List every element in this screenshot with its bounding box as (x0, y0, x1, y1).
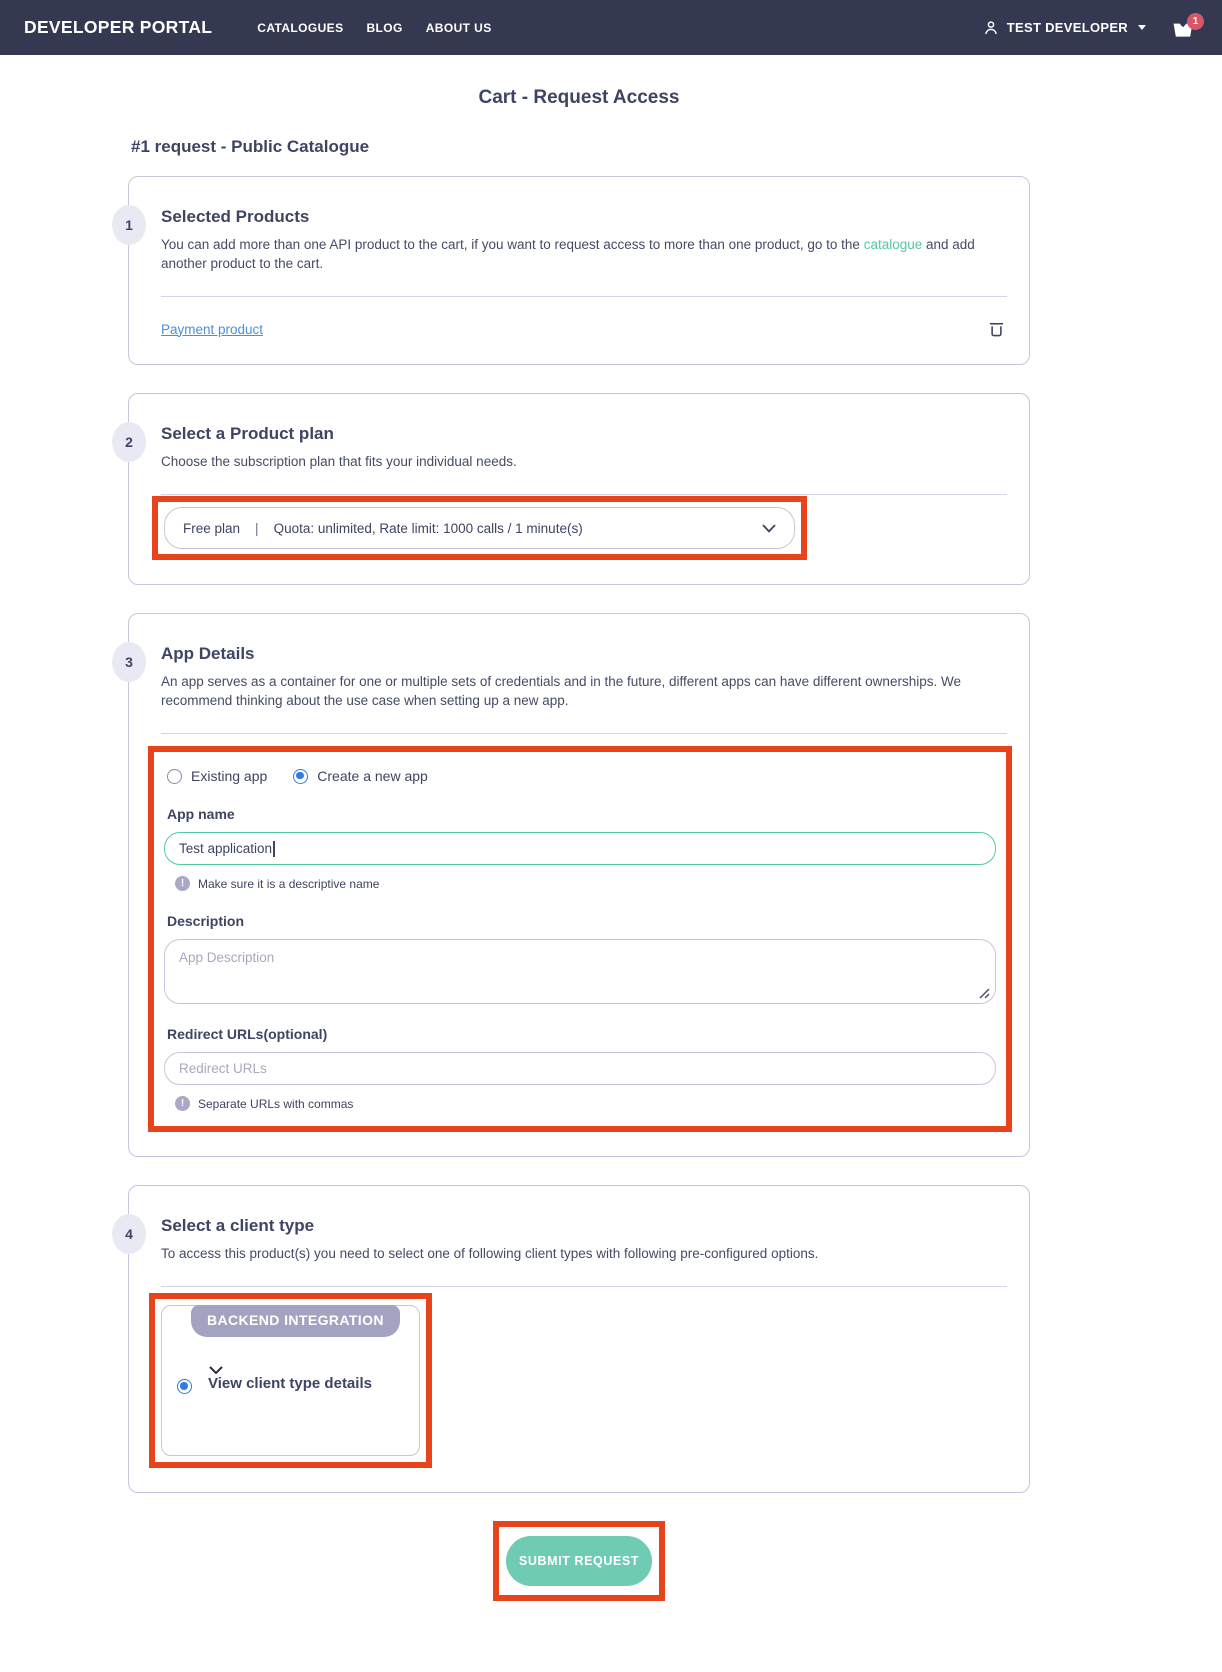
backend-integration-option-card[interactable] (161, 1305, 420, 1456)
product-plan-title: Select a Product plan (161, 424, 334, 443)
request-heading: #1 request - Public Catalogue (131, 137, 370, 156)
app-details-title: App Details (161, 644, 255, 663)
divider (161, 296, 1007, 297)
plan-select-dropdown[interactable] (164, 507, 795, 549)
create-new-app-label[interactable]: Create a new app (317, 768, 428, 784)
radio-checked-icon[interactable] (293, 769, 308, 784)
nav-item-catalogues[interactable]: CATALOGUES (257, 20, 344, 35)
plan-details: Quota: unlimited, Rate limit: 1000 calls / 1 minute(s) (273, 520, 583, 536)
app-name-input[interactable] (164, 832, 996, 865)
user-name-label: TEST DEVELOPER (1006, 20, 1128, 35)
create-new-app-radio[interactable] (293, 768, 428, 784)
app-name-label: App name (167, 806, 235, 822)
info-icon: ! (175, 1096, 190, 1111)
app-name-hint (175, 876, 996, 891)
description-text: and add another product to the cart. (161, 237, 975, 271)
description-label: Description (167, 913, 245, 929)
app-description-placeholder: App Description (179, 950, 275, 965)
selected-products-title: Selected Products (161, 207, 310, 226)
step-number-3: 3 (112, 642, 146, 682)
client-type-title: Select a client type (161, 1216, 315, 1235)
redirect-urls-hint (175, 1096, 996, 1111)
redirect-urls-label: Redirect URLs(optional) (167, 1026, 328, 1042)
resize-handle-icon[interactable] (978, 987, 990, 999)
step-number-2: 2 (112, 422, 146, 462)
step-number-1: 1 (112, 205, 146, 245)
client-type-radio-checked-icon[interactable] (177, 1379, 192, 1394)
divider (161, 494, 1007, 495)
top-navbar (0, 0, 1222, 55)
existing-app-label[interactable]: Existing app (191, 768, 268, 784)
brand-logo[interactable]: DEVELOPER PORTAL (24, 17, 213, 37)
main-nav (257, 21, 491, 35)
existing-app-radio[interactable] (167, 768, 267, 784)
page-title: Cart - Request Access (478, 87, 680, 108)
plan-separator: | (255, 520, 259, 536)
payment-product-link[interactable]: Payment product (161, 321, 264, 337)
redirect-urls-placeholder: Redirect URLs (179, 1061, 267, 1076)
redirect-urls-input[interactable] (164, 1052, 996, 1085)
app-name-value: Test application (179, 841, 273, 856)
app-mode-radio-group (167, 768, 996, 784)
annotation-box-client-type (149, 1293, 432, 1468)
user-icon (982, 19, 1000, 37)
info-icon: ! (175, 876, 190, 891)
nav-item-about-us[interactable]: ABOUT US (425, 20, 492, 35)
text-cursor (273, 841, 275, 857)
app-details-description: An app serves as a container for one or multiple sets of credentials and in the future, different apps can have different ownerships. We recommend thinking about the use case when setting up a new app. (161, 674, 961, 708)
submit-request-button[interactable]: SUBMIT REQUEST (506, 1536, 652, 1586)
redirect-urls-hint-text: Separate URLs with commas (198, 1096, 354, 1111)
description-text: You can add more than one API product to the cart, if you want to request access to more than one product, go to the (161, 237, 864, 252)
selected-products-card (125, 176, 1030, 365)
catalogue-link[interactable]: catalogue (863, 237, 923, 252)
annotation-box-submit (493, 1521, 665, 1601)
chevron-down-icon (1138, 25, 1146, 30)
plan-name: Free plan (183, 520, 241, 536)
selected-products-description (161, 235, 1007, 273)
product-plan-card (125, 393, 1030, 585)
divider (161, 1286, 1007, 1287)
app-details-card (125, 613, 1030, 1157)
chevron-down-icon (762, 524, 776, 533)
backend-integration-badge: BACKEND INTEGRATION (191, 1305, 400, 1337)
product-plan-description: Choose the subscription plan that fits your individual needs. (161, 454, 517, 469)
nav-item-blog[interactable]: BLOG (366, 20, 403, 35)
app-name-hint-text: Make sure it is a descriptive name (198, 876, 380, 891)
app-description-textarea[interactable] (164, 939, 996, 1004)
chevron-down-icon[interactable] (208, 1366, 372, 1375)
product-row (161, 318, 1007, 340)
client-type-description: To access this product(s) you need to select one of following client types with following pre-configured options. (161, 1246, 819, 1261)
divider (161, 733, 1007, 734)
remove-product-button[interactable] (986, 318, 1007, 340)
view-client-type-details-link[interactable]: View client type details (208, 1375, 372, 1392)
annotation-box-app-form (148, 746, 1012, 1132)
client-type-card (125, 1185, 1030, 1493)
cart-count-badge: 1 (1187, 13, 1204, 30)
cart-button[interactable] (1170, 15, 1199, 40)
user-menu[interactable] (982, 19, 1146, 37)
step-number-4: 4 (112, 1214, 146, 1254)
annotation-box-plan (152, 496, 807, 560)
radio-unchecked-icon[interactable] (167, 769, 182, 784)
